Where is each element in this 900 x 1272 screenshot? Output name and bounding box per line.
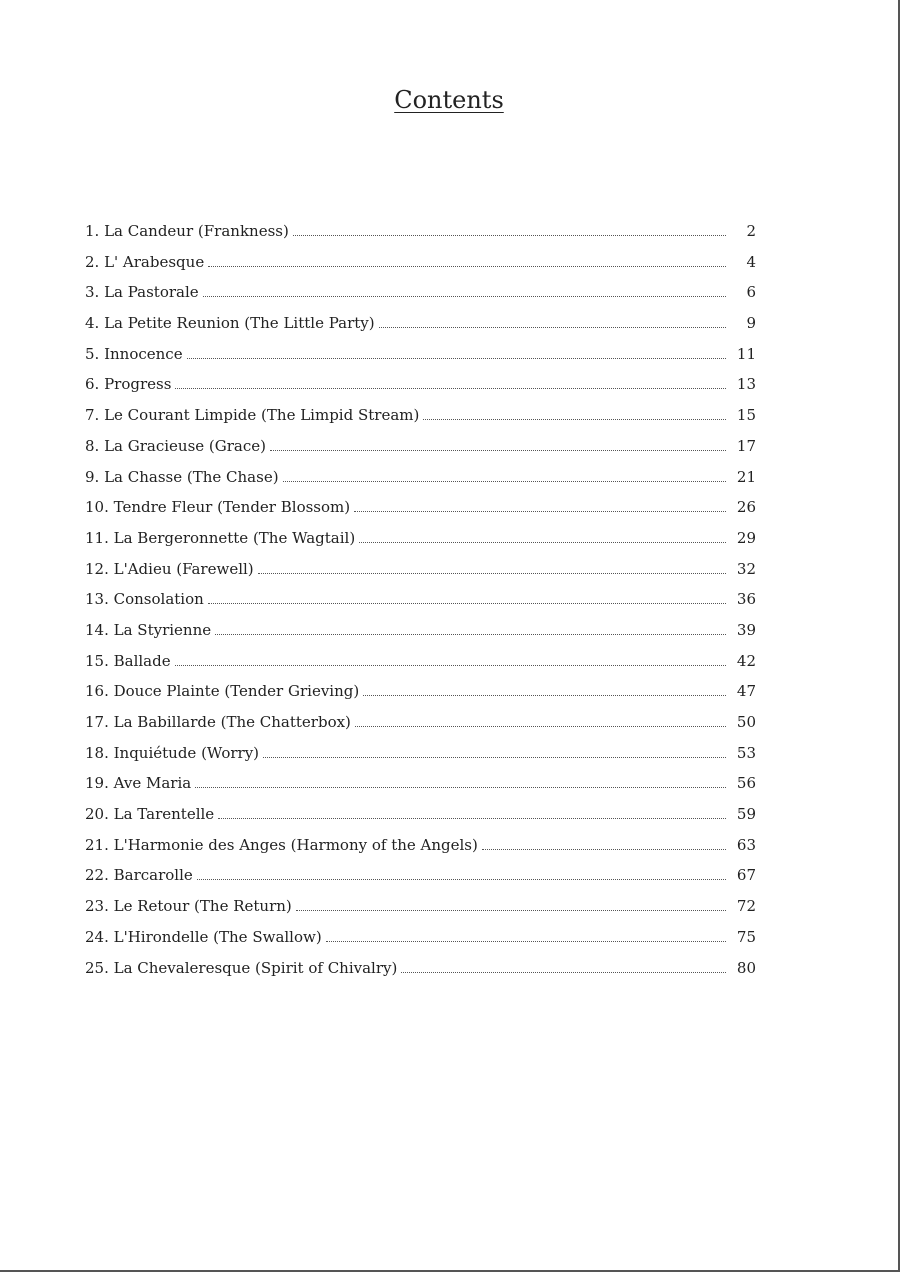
toc-entry [85, 833, 756, 864]
toc-entry [85, 465, 756, 496]
toc-entry [85, 250, 756, 281]
toc-entry [85, 587, 756, 618]
toc-entry-title: 24. L'Hirondelle (The Swallow) [85, 927, 322, 946]
toc-entry-page: 39 [736, 620, 756, 639]
toc-entry-title: 7. Le Courant Limpide (The Limpid Stream) [85, 406, 420, 425]
dot-leader [215, 634, 726, 635]
dot-leader [175, 665, 726, 666]
toc-entry [85, 649, 756, 680]
toc-entry-page: 80 [736, 958, 756, 977]
toc-entry-title: 21. L'Harmonie des Anges (Harmony of the Angels) [85, 835, 478, 854]
toc-entry-page: 13 [736, 375, 756, 394]
toc-entry-title: 16. Douce Plainte (Tender Grieving) [85, 682, 360, 701]
toc-entry [85, 771, 756, 802]
toc-entry-page: 67 [736, 866, 756, 885]
toc-entry-title: 15. Ballade [85, 651, 171, 670]
dot-leader [355, 726, 726, 727]
toc-entry-title: 13. Consolation [85, 590, 204, 609]
toc-entry [85, 311, 756, 342]
toc-entry-page: 9 [746, 314, 756, 333]
toc-entry [85, 802, 756, 833]
toc-entry-title: 6. Progress [85, 375, 172, 394]
toc-entry [85, 925, 756, 956]
toc-entry-page: 2 [746, 222, 756, 240]
toc-entry-title: 19. Ave Maria [85, 774, 192, 793]
toc-entry-title: 9. La Chasse (The Chase) [85, 467, 279, 486]
toc-entry-page: 15 [736, 406, 756, 425]
dot-leader [263, 757, 726, 758]
toc-entry [85, 894, 756, 925]
toc-entry-title: 2. L' Arabesque [85, 252, 205, 271]
toc-entry [85, 280, 756, 311]
dot-leader [208, 266, 726, 267]
dot-leader [175, 388, 726, 389]
dot-leader [258, 573, 726, 574]
toc-entry-page: 56 [736, 774, 756, 793]
toc-entry-title: 11. La Bergeronnette (The Wagtail) [85, 528, 356, 547]
toc-entry [85, 495, 756, 526]
toc-entry-page: 72 [736, 897, 756, 916]
dot-leader [296, 910, 726, 911]
toc-entry-title: 12. L'Adieu (Farewell) [85, 559, 254, 578]
dot-leader [187, 358, 726, 359]
toc-entry-title: 1. La Candeur (Frankness) [85, 222, 289, 240]
dot-leader [359, 542, 726, 543]
toc-entry [85, 219, 756, 250]
dot-leader [379, 327, 726, 328]
toc-entry-page: 17 [736, 436, 756, 455]
toc-entry-title: 4. La Petite Reunion (The Little Party) [85, 314, 375, 333]
toc-entry [85, 741, 756, 772]
toc-entry-title: 22. Barcarolle [85, 866, 193, 885]
dot-leader [218, 818, 726, 819]
dot-leader [208, 603, 726, 604]
toc-entry [85, 403, 756, 434]
toc-entry-page: 42 [736, 651, 756, 670]
dot-leader [363, 695, 726, 696]
toc-entry-page: 29 [736, 528, 756, 547]
dot-leader [283, 481, 726, 482]
dot-leader [482, 849, 726, 850]
toc-entry-page: 6 [746, 283, 756, 302]
toc-entry-title: 3. La Pastorale [85, 283, 199, 302]
toc-entry [85, 863, 756, 894]
toc-entry [85, 526, 756, 557]
toc-entry-page: 50 [736, 713, 756, 731]
toc-entry-title: 23. Le Retour (The Return) [85, 897, 292, 916]
dot-leader [195, 787, 726, 788]
toc-entry [85, 372, 756, 403]
toc-entry-page: 59 [736, 805, 756, 824]
toc-entry-page: 75 [736, 927, 756, 946]
toc-entry-page: 32 [736, 559, 756, 578]
dot-leader [197, 879, 726, 880]
toc-entry-page: 26 [736, 498, 756, 517]
toc-entry-page: 11 [736, 344, 756, 363]
toc-entry [85, 618, 756, 649]
dot-leader [401, 972, 726, 973]
dot-leader [354, 511, 726, 512]
toc-entry-page: 21 [736, 467, 756, 486]
toc-entry [85, 342, 756, 373]
toc-entry-page: 63 [736, 835, 756, 854]
toc-entry-title: 14. La Styrienne [85, 620, 212, 639]
toc-entry-title: 18. Inquiétude (Worry) [85, 743, 260, 762]
dot-leader [423, 419, 726, 420]
toc-entry-page: 53 [736, 743, 756, 762]
dot-leader [270, 450, 726, 451]
toc-entry-page: 4 [746, 252, 756, 271]
toc-entry [85, 434, 756, 465]
toc-entry [85, 956, 756, 987]
table-of-contents [85, 219, 756, 986]
toc-entry [85, 679, 756, 710]
dot-leader [293, 235, 726, 236]
toc-entry-title: 17. La Babillarde (The Chatterbox) [85, 713, 351, 731]
toc-entry [85, 557, 756, 588]
toc-entry-title: 20. La Tarentelle [85, 805, 215, 824]
dot-leader [326, 941, 726, 942]
page-title: Contents [394, 86, 504, 114]
toc-entry-page: 47 [736, 682, 756, 701]
toc-entry-title: 25. La Chevaleresque (Spirit of Chivalry) [85, 958, 398, 977]
toc-entry-title: 10. Tendre Fleur (Tender Blossom) [85, 498, 351, 517]
toc-entry-page: 36 [736, 590, 756, 609]
toc-entry-title: 8. La Gracieuse (Grace) [85, 436, 267, 455]
toc-entry [85, 710, 756, 741]
toc-entry-title: 5. Innocence [85, 344, 183, 363]
dot-leader [203, 296, 726, 297]
